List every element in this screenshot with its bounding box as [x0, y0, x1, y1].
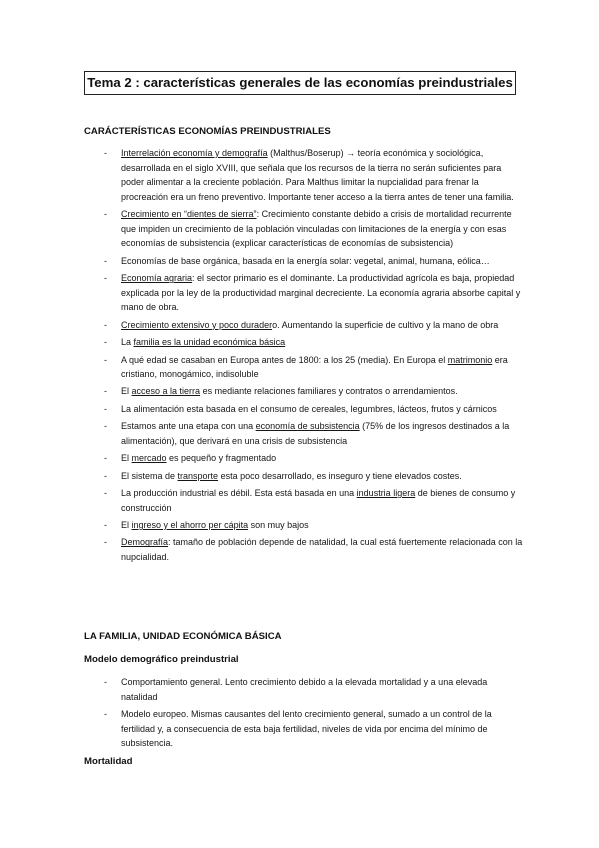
bullet-dash: - — [104, 209, 107, 220]
list-item — [84, 271, 524, 315]
list-item — [84, 486, 524, 515]
item-text: El — [121, 453, 132, 464]
list-item — [84, 254, 524, 269]
item-text: Comportamiento general. Lento crecimiento debido a la elevada mortalidad y a una elevada natalidad — [121, 677, 488, 702]
underlined-term: Demografía — [121, 537, 169, 548]
bullet-dash: - — [104, 453, 107, 464]
underlined-term: Economía agraria — [121, 273, 193, 284]
list-item — [84, 353, 524, 382]
underlined-term: familia es la unidad económica básica — [133, 337, 286, 348]
bullet-dash: - — [104, 354, 107, 365]
underlined-term: acceso a la tierra — [131, 386, 201, 397]
item-text: son muy bajos — [248, 520, 309, 531]
subheading-modelo-demografico: Modelo demográfico preindustrial — [84, 654, 239, 665]
item-text: El — [121, 386, 132, 397]
bullet-dash: - — [104, 273, 107, 284]
bullet-dash: - — [104, 255, 107, 266]
characteristics-list — [84, 146, 524, 567]
item-text: es pequeño y fragmentado — [166, 453, 277, 464]
list-item — [84, 707, 524, 751]
underlined-term: economía de subsistencia — [255, 421, 360, 432]
list-item — [84, 535, 524, 564]
section-heading-caracteristicas: CARÁCTERÍSTICAS ECONOMÍAS PREINDUSTRIALES — [84, 126, 331, 137]
underlined-term: ingreso y el ahorro per cápita — [131, 520, 249, 531]
underlined-term: Interrelación economía y demografía — [121, 148, 268, 158]
list-item — [84, 451, 524, 466]
bullet-dash: - — [104, 520, 107, 531]
section-heading-familia: LA FAMILIA, UNIDAD ECONÓMICA BÁSICA — [84, 631, 282, 642]
item-text: La — [121, 337, 134, 348]
bullet-dash: - — [104, 488, 107, 499]
bullet-dash: - — [104, 537, 107, 548]
item-text: es mediante relaciones familiares y contratos o arrendamientos. — [200, 386, 458, 397]
bullet-dash: - — [104, 148, 107, 158]
underlined-term: Crecimiento extensivo y poco durader — [121, 319, 273, 330]
item-text: (75% de los ingresos destinados a la alimentación), que derivará en una crisis de subsistencia — [121, 421, 510, 446]
list-item — [84, 207, 524, 251]
list-item — [84, 384, 524, 399]
list-item — [84, 402, 524, 417]
bullet-dash: - — [104, 319, 107, 330]
item-text: Modelo europeo. Mismas causantes del lento crecimiento general, sumado a un control de la fertilidad y, a consecuencia de esta baja fertilidad, niveles de vida por encima del mínimo de subsistencia. — [121, 708, 492, 749]
bullet-dash: - — [104, 386, 107, 397]
item-text: Estamos ante una etapa con una — [121, 421, 256, 432]
list-item — [84, 675, 524, 704]
list-item — [84, 335, 524, 350]
underlined-term: Crecimiento en “dientes de sierra” — [121, 209, 257, 220]
bullet-dash: - — [104, 403, 107, 414]
demographic-model-list — [84, 675, 524, 754]
item-text: : tamaño de población depende de natalidad, la cual está fuertemente relacionada con la nupcialidad. — [121, 537, 523, 562]
item-text: El — [121, 520, 132, 531]
item-text: Economías de base orgánica, basada en la energía solar: vegetal, animal, humana, eólica… — [121, 255, 490, 266]
item-text: : Crecimiento constante debido a crisis de mortalidad recurrente que impiden un crecimiento de la población vinculadas con limitaciones de la energía y con esas economías de subsistencia (explicar características de economías de subsistencia) — [121, 209, 512, 249]
bullet-dash: - — [104, 677, 107, 687]
item-text: o. Aumentando la superficie de cultivo y la mano de obra — [272, 319, 499, 330]
underlined-term: industria ligera — [356, 488, 416, 499]
bullet-dash: - — [104, 708, 107, 719]
item-text: de bienes de consumo y construcción — [121, 488, 516, 513]
item-text: La alimentación esta basada en el consumo de cereales, legumbres, lácteos, frutos y cárnicos — [121, 403, 497, 414]
item-text: era cristiano, monogámico, indisoluble — [121, 354, 508, 380]
item-text: La producción industrial es débil. Esta está basada en una — [121, 488, 357, 499]
bullet-dash: - — [104, 470, 107, 481]
document-title: Tema 2 : características generales de las economías preindustriales — [84, 71, 516, 95]
item-text: esta poco desarrollado, es inseguro y tiene elevados costes. — [218, 470, 462, 481]
bullet-dash: - — [104, 421, 107, 432]
item-text: El sistema de — [121, 470, 178, 481]
list-item — [84, 318, 524, 333]
item-text: : el sector primario es el dominante. La productividad agrícola es baja, propiedad explicada por la ley de la productividad marginal decreciente. La economía agraria absorbe capital y mano de obra. — [121, 273, 521, 313]
item-text: (Malthus/Boserup) → teoría económica y sociológica, desarrollada en el siglo XVIII, que señala que los recursos de la tierra no serán suficientes para poder alimentar a la creciente población. Para Malthus limitar la nupcialidad para frenar la procreación era un freno preventivo. Importante tener acceso a la tierra antes de tener una familia. — [121, 148, 514, 202]
subheading-mortalidad: Mortalidad — [84, 756, 133, 767]
item-text: A qué edad se casaban en Europa antes de 1800: a los 25 (media). En Europa el — [121, 354, 448, 365]
list-item — [84, 419, 524, 448]
list-item — [84, 146, 524, 204]
underlined-term: mercado — [131, 453, 167, 464]
bullet-dash: - — [104, 337, 107, 348]
list-item — [84, 518, 524, 533]
underlined-term: matrimonio — [447, 354, 493, 365]
list-item — [84, 469, 524, 484]
underlined-term: transporte — [177, 470, 219, 481]
